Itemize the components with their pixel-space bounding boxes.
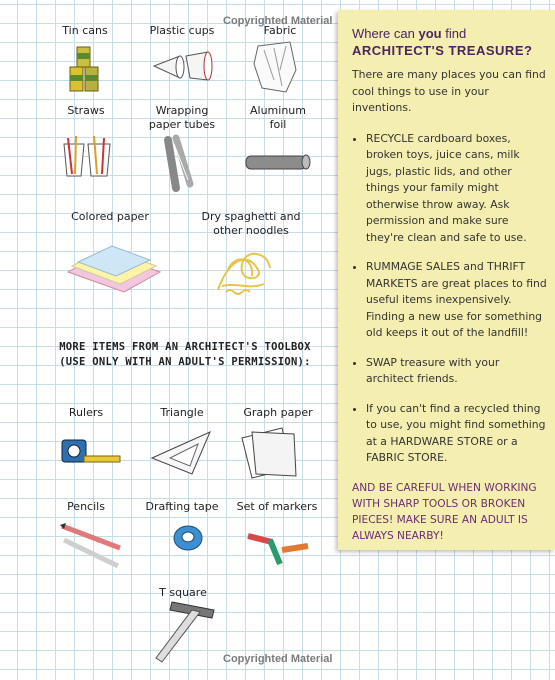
sidebar-tips-list	[352, 131, 547, 467]
label-tin-cans: Tin cans	[62, 24, 108, 37]
sidebar-title: ARCHITECT'S TREASURE?	[352, 43, 533, 58]
toolbox-heading-line2: (USE ONLY WITH AN ADULT'S PERMISSION):	[59, 356, 311, 368]
label-wrapping-tubes	[145, 104, 219, 132]
colored-paper-illustration	[64, 244, 164, 294]
label-drafting-tape: Drafting tape	[145, 500, 219, 513]
label-straws: Straws	[67, 104, 105, 117]
label-set-of-markers: Set of markers	[236, 500, 318, 513]
fabric-illustration	[250, 40, 300, 96]
label-spaghetti	[198, 210, 304, 238]
safety-warning: AND BE CAREFUL WHEN WORKING WITH SHARP TOOLS OR BROKEN PIECES! MAKE SURE AN ADULT IS ALWAYS NEARBY!	[352, 481, 537, 542]
sidebar-question	[352, 26, 547, 42]
label-aluminum-foil	[248, 104, 308, 132]
spaghetti-illustration	[208, 240, 280, 298]
t-square-illustration	[152, 600, 218, 664]
ruler-tape-illustration	[60, 436, 124, 470]
sidebar-question-start: Where can	[352, 26, 419, 41]
label-fabric: Fabric	[263, 24, 297, 37]
tin-cans-illustration	[68, 45, 102, 93]
sidebar-intro: There are many places you can find cool things to use in your inventions.	[352, 68, 546, 114]
tip-stores: • If you can't find a recycled thing to use, you might find something at a HARDWARE STORE or a FABRIC STORE.	[366, 401, 547, 467]
plastic-cups-illustration	[150, 48, 214, 84]
toolbox-heading	[40, 340, 330, 370]
graph-paper-illustration	[238, 424, 304, 482]
wrapping-tubes-illustration	[160, 134, 200, 194]
treasure-sidebar	[338, 10, 555, 550]
label-pencils: Pencils	[67, 500, 105, 513]
label-wrapping-line1: Wrapping	[155, 104, 209, 117]
straws-illustration	[62, 136, 114, 180]
toolbox-heading-line1: MORE ITEMS FROM AN ARCHITECT'S TOOLBOX	[59, 341, 311, 353]
label-wrapping-line2: paper tubes	[148, 118, 216, 131]
label-spaghetti-line1: Dry spaghetti and	[201, 210, 301, 223]
label-aluminum-line2: foil	[269, 118, 287, 131]
sidebar-question-end: find	[441, 26, 467, 41]
markers-illustration	[244, 528, 312, 568]
watermark-bottom: Copyrighted Material	[223, 653, 333, 665]
label-plastic-cups: Plastic cups	[149, 24, 215, 37]
pencils-illustration	[58, 518, 126, 570]
label-graph-paper: Graph paper	[243, 406, 313, 419]
sidebar-question-emphasis: you	[418, 26, 442, 41]
label-spaghetti-line2: other noodles	[213, 224, 289, 237]
label-colored-paper: Colored paper	[71, 210, 149, 223]
label-t-square: T square	[159, 586, 207, 599]
aluminum-foil-illustration	[244, 152, 312, 174]
triangle-illustration	[148, 428, 214, 478]
tip-recycle: • RECYCLE cardboard boxes, broken toys, juice cans, milk jugs, plastic lids, and other things your family might otherwise throw away. Ask permission and make sure they're clean and safe to use.	[366, 131, 547, 247]
label-rulers: Rulers	[68, 406, 104, 419]
watermark-top: Copyrighted Material	[223, 15, 333, 27]
label-aluminum-line1: Aluminum	[250, 104, 306, 117]
drafting-tape-illustration	[172, 524, 204, 552]
tip-swap: • SWAP treasure with your architect friends.	[366, 355, 547, 388]
tip-rummage-sales: • RUMMAGE SALES and THRIFT MARKETS are great places to find useful items inexpensively. Finding a new use for something old keeps it out of the landfill!	[366, 259, 547, 342]
label-triangle: Triangle	[160, 406, 204, 419]
